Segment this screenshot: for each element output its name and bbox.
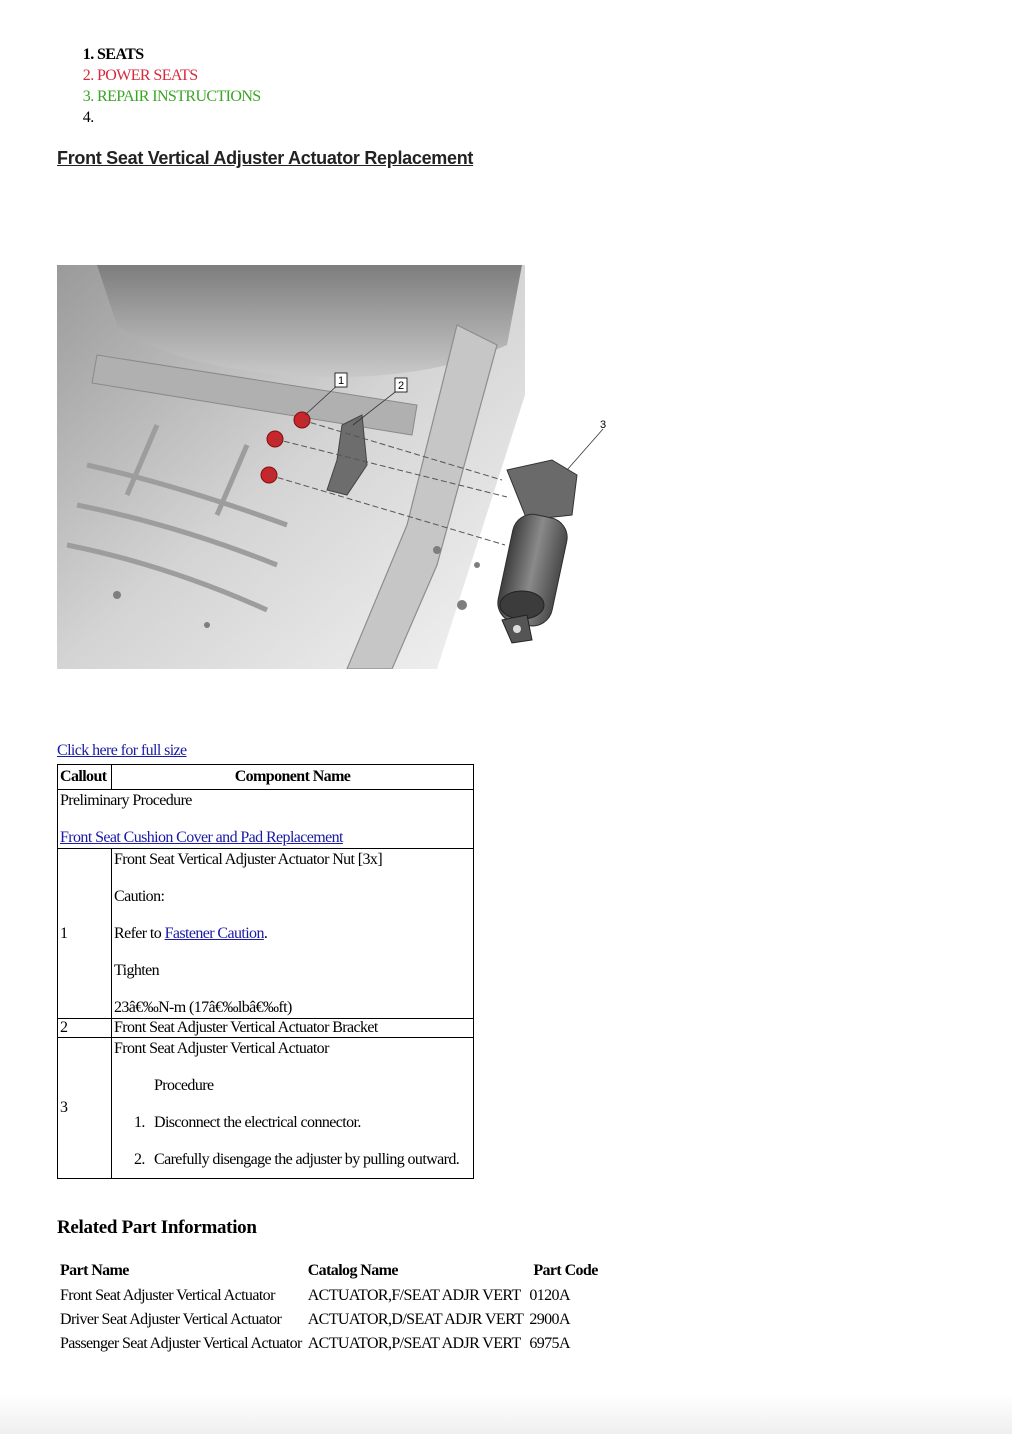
- related-part-title: Related Part Information: [57, 1217, 257, 1238]
- callout-table: [57, 764, 474, 1179]
- page-bottom-shade: [0, 1394, 1012, 1434]
- component-name-header: Component Name: [112, 765, 474, 790]
- callout-header: Callout: [58, 765, 112, 790]
- component-name: Front Seat Adjuster Vertical Actuator Bracket: [112, 1019, 474, 1038]
- callout-label: 2: [398, 380, 405, 392]
- refer-line: [114, 923, 471, 944]
- component-cell: [112, 849, 474, 1019]
- component-name: Front Seat Vertical Adjuster Actuator Nut [3x]: [114, 851, 383, 868]
- table-row: [58, 1038, 474, 1179]
- breadcrumb-label[interactable]: POWER SEATS: [97, 67, 198, 84]
- component-name: Front Seat Adjuster Vertical Actuator: [114, 1040, 329, 1057]
- callout-number: 2: [58, 1019, 112, 1038]
- table-header-row: [57, 1262, 601, 1284]
- part-name: Driver Seat Adjuster Vertical Actuator: [60, 1311, 282, 1328]
- part-code: 0120A: [529, 1287, 570, 1304]
- breadcrumb-label[interactable]: REPAIR INSTRUCTIONS: [97, 88, 261, 105]
- refer-prefix: Refer to: [114, 925, 165, 942]
- step-text: Disconnect the electrical connector.: [154, 1114, 361, 1131]
- step-number: 1.: [134, 1114, 145, 1131]
- related-parts-table: [57, 1262, 601, 1356]
- refer-suffix: .: [263, 925, 268, 942]
- vertical-actuator: [494, 460, 577, 643]
- callout-label: 3: [600, 419, 607, 431]
- callout-number: 3: [58, 1038, 112, 1179]
- preliminary-cell: [58, 790, 474, 849]
- catalog-name: ACTUATOR,F/SEAT ADJR VERT: [307, 1287, 521, 1304]
- breadcrumb-label[interactable]: SEATS: [97, 46, 144, 63]
- breadcrumb-item-repair-instructions[interactable]: [97, 86, 261, 107]
- catalog-name: ACTUATOR,P/SEAT ADJR VERT: [307, 1335, 521, 1352]
- page-title: Front Seat Vertical Adjuster Actuator Replacement: [57, 148, 474, 168]
- catalog-name-header: Catalog Name: [307, 1262, 398, 1279]
- table-row: [58, 1019, 474, 1038]
- tighten-label: Tighten: [114, 962, 160, 979]
- actuator-illustration: [57, 265, 623, 669]
- part-code-header: Part Code: [533, 1262, 598, 1279]
- procedure-step: [114, 1149, 471, 1170]
- part-code: 2900A: [529, 1311, 570, 1328]
- table-row: [57, 1332, 601, 1356]
- fastener-caution-link[interactable]: Fastener Caution: [164, 925, 264, 942]
- part-name: Passenger Seat Adjuster Vertical Actuator: [60, 1335, 302, 1352]
- torque-value: 23â€‰N-m (17â€‰lbâ€‰ft): [114, 999, 292, 1016]
- breadcrumb: [56, 44, 261, 128]
- step-text: Carefully disengage the adjuster by pulling outward.: [154, 1151, 460, 1168]
- table-row: [57, 1308, 601, 1332]
- preliminary-row: [58, 790, 474, 849]
- table-header-row: [58, 765, 474, 790]
- breadcrumb-item-power-seats[interactable]: [97, 65, 261, 86]
- procedure-step: [114, 1112, 471, 1133]
- table-row: [57, 1284, 601, 1308]
- preliminary-label: Preliminary Procedure: [60, 792, 192, 809]
- part-code: 6975A: [529, 1335, 570, 1352]
- callout-label: 1: [338, 375, 345, 387]
- part-name: Front Seat Adjuster Vertical Actuator: [60, 1287, 275, 1304]
- preliminary-link[interactable]: Front Seat Cushion Cover and Pad Replacement: [60, 829, 343, 846]
- breadcrumb-item-seats[interactable]: [97, 44, 261, 65]
- callout-number: 1: [58, 849, 112, 1019]
- table-row: [58, 849, 474, 1019]
- component-cell: [112, 1038, 474, 1179]
- step-number: 2.: [134, 1151, 145, 1168]
- breadcrumb-item-current: [97, 107, 261, 128]
- caution-label: Caution:: [114, 888, 165, 905]
- catalog-name: ACTUATOR,D/SEAT ADJR VERT: [307, 1311, 524, 1328]
- full-size-link[interactable]: Click here for full size: [57, 742, 187, 759]
- part-name-header: Part Name: [60, 1262, 129, 1279]
- procedure-label: Procedure: [154, 1077, 214, 1094]
